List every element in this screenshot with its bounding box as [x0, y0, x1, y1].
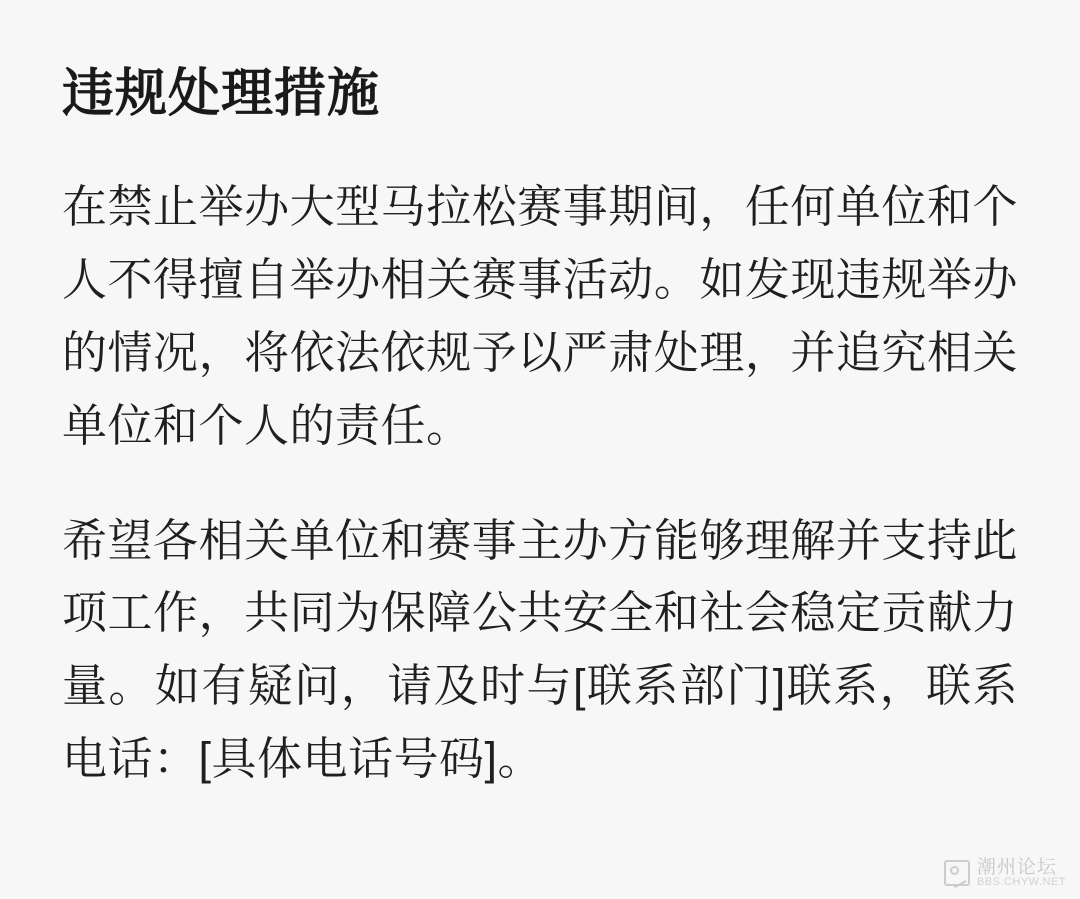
paragraph-violation-handling: 在禁止举办大型马拉松赛事期间，任何单位和个人不得擅自举办相关赛事活动。如发现违规举办的情况，将依法依规予以严肃处理，并追究相关单位和个人的责任。: [62, 181, 1018, 451]
watermark-title: 潮州论坛: [976, 856, 1057, 878]
watermark-subtitle: BBS.CHYW.NET: [976, 876, 1066, 889]
paragraph-support-request: 希望各相关单位和赛事主办方能够理解并支持此项工作，共同为保障公共安全和社会稳定贡献力量。如有疑问，请及时与[联系部门]联系，联系电话：[具体电话号码]。: [62, 514, 1018, 785]
watermark: [944, 858, 1066, 889]
watermark-text: [977, 858, 1066, 889]
camera-badge-icon: [944, 860, 970, 886]
page-title: 违规处理措施: [62, 65, 381, 123]
